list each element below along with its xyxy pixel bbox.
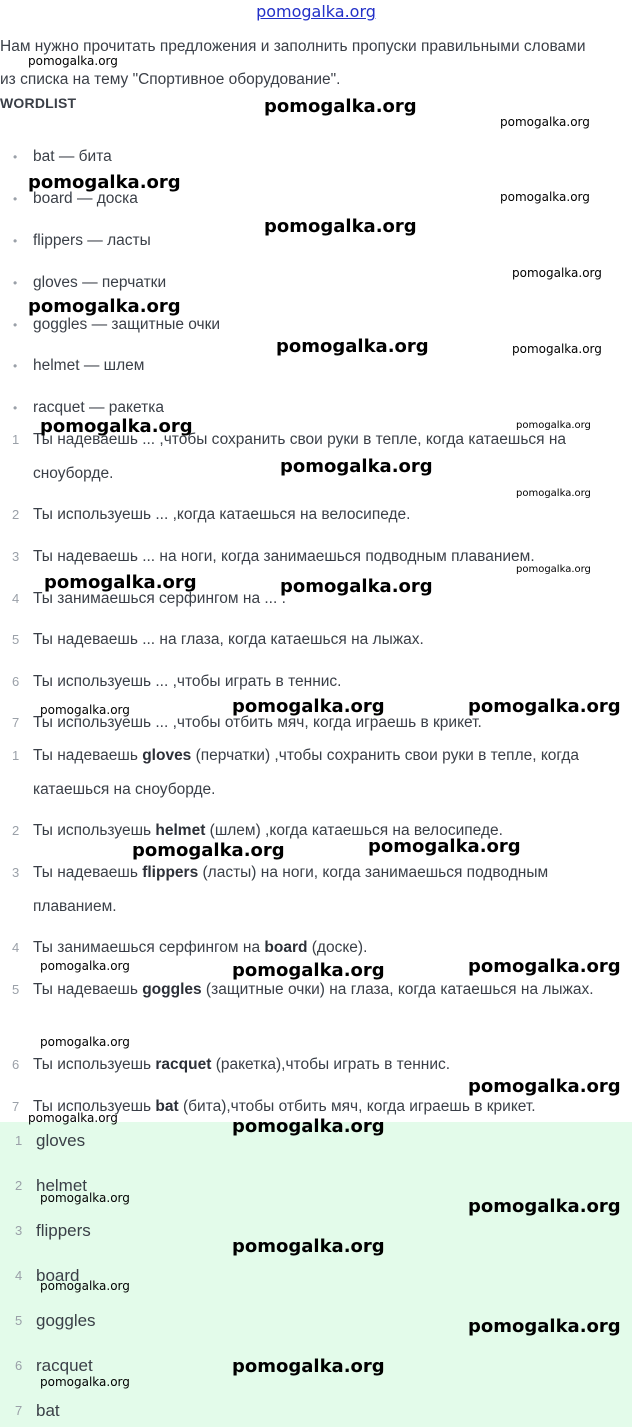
final-answer-item: 3 flippers bbox=[15, 1221, 91, 1240]
watermark: pomogalka.org bbox=[516, 420, 591, 431]
watermark: pomogalka.org bbox=[368, 836, 521, 857]
watermark: pomogalka.org bbox=[512, 266, 602, 280]
watermark: pomogalka.org bbox=[264, 96, 417, 117]
bullet-icon: • bbox=[13, 401, 18, 415]
bullet-icon: • bbox=[13, 150, 18, 164]
wordlist-heading: WORDLIST bbox=[0, 95, 77, 111]
answer-word: bat bbox=[155, 1098, 179, 1115]
watermark: pomogalka.org bbox=[512, 342, 602, 356]
watermark: pomogalka.org bbox=[516, 488, 591, 499]
watermark: pomogalka.org bbox=[276, 336, 429, 357]
watermark: pomogalka.org bbox=[40, 1035, 130, 1049]
intro-text: Нам нужно прочитать предложения и заполнить пропуски правильными словами из списка на тему "Спортивное оборудование". bbox=[0, 38, 586, 88]
watermark: pomogalka.org bbox=[280, 456, 433, 477]
watermark: pomogalka.org bbox=[44, 572, 197, 593]
watermark: pomogalka.org bbox=[40, 703, 130, 717]
watermark: pomogalka.org bbox=[28, 54, 118, 68]
final-answer-item: 2 helmet bbox=[15, 1176, 88, 1195]
watermark: pomogalka.org bbox=[516, 564, 591, 575]
watermark: pomogalka.org bbox=[232, 1356, 385, 1377]
watermark: pomogalka.org bbox=[500, 190, 590, 204]
final-answer-item: 4 board bbox=[15, 1266, 80, 1285]
watermark: pomogalka.org bbox=[40, 416, 193, 437]
final-answer-item: 1 gloves bbox=[15, 1131, 86, 1150]
answer-word: racquet bbox=[155, 1056, 212, 1073]
answer-word: flippers bbox=[142, 864, 199, 881]
watermark: pomogalka.org bbox=[280, 576, 433, 597]
watermark: pomogalka.org bbox=[28, 1111, 118, 1125]
watermark: pomogalka.org bbox=[468, 956, 621, 977]
watermark: pomogalka.org bbox=[468, 1076, 621, 1097]
site-title[interactable]: pomogalka.org bbox=[256, 2, 376, 21]
watermark: pomogalka.org bbox=[264, 216, 417, 237]
final-answer-item: 5 goggles bbox=[15, 1311, 96, 1330]
watermark: pomogalka.org bbox=[28, 172, 181, 193]
final-answer-item: 7 bat bbox=[15, 1401, 60, 1420]
watermark: pomogalka.org bbox=[232, 1116, 385, 1137]
watermark: pomogalka.org bbox=[40, 959, 130, 973]
answer-word: board bbox=[264, 939, 308, 956]
watermark: pomogalka.org bbox=[468, 1316, 621, 1337]
watermark: pomogalka.org bbox=[468, 696, 621, 717]
bullet-icon: • bbox=[13, 359, 18, 373]
bullet-icon: • bbox=[13, 318, 18, 332]
watermark: pomogalka.org bbox=[232, 960, 385, 981]
watermark: pomogalka.org bbox=[500, 115, 590, 129]
watermark: pomogalka.org bbox=[468, 1196, 621, 1217]
bullet-icon: • bbox=[13, 234, 18, 248]
answer-word: gloves bbox=[142, 747, 192, 764]
watermark: pomogalka.org bbox=[232, 1236, 385, 1257]
watermark: pomogalka.org bbox=[28, 296, 181, 317]
bullet-icon: • bbox=[13, 276, 18, 290]
watermark: pomogalka.org bbox=[232, 696, 385, 717]
answer-word: helmet bbox=[155, 822, 206, 839]
watermark: pomogalka.org bbox=[40, 1191, 130, 1205]
final-answer-item: 6 racquet bbox=[15, 1356, 93, 1375]
watermark: pomogalka.org bbox=[132, 840, 285, 861]
watermark: pomogalka.org bbox=[40, 1279, 130, 1293]
answer-word: goggles bbox=[142, 981, 202, 998]
watermark: pomogalka.org bbox=[40, 1375, 130, 1389]
bullet-icon: • bbox=[13, 192, 18, 206]
